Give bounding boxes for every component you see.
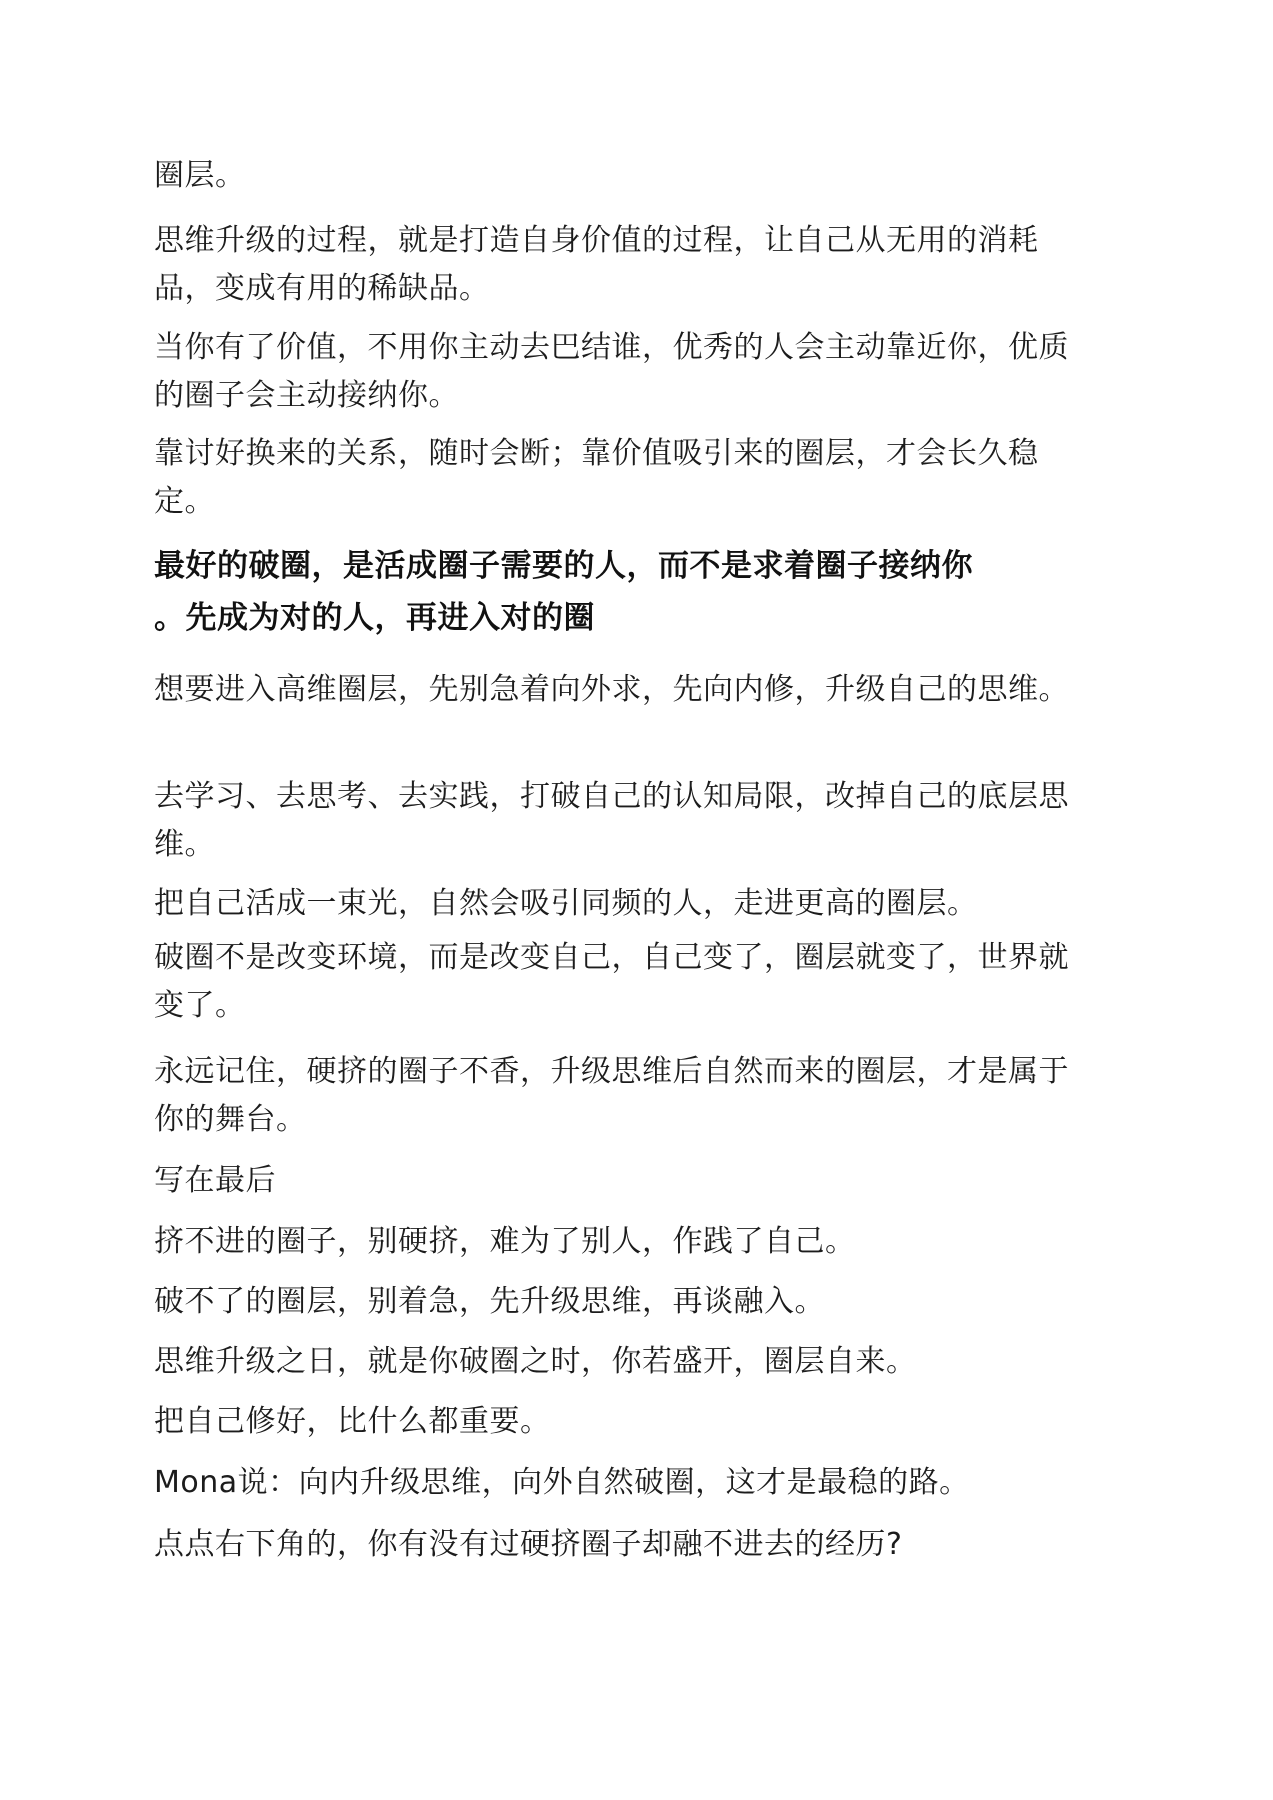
paragraph-8: 把自己活成一束光，自然会吸引同频的人，走进更高的圈层。: [154, 886, 978, 921]
paragraph-13: 破不了的圈层，别着急，先升级思维，再谈融入。: [154, 1284, 825, 1319]
paragraph-14: 思维升级之日，就是你破圈之时，你若盛开，圈层自来。: [154, 1344, 917, 1379]
bold-heading: 最好的破圈，是活成圈子需要的人，而不是求着圈子接纳你 。先成为对的人，再进入对的圈: [154, 548, 973, 636]
paragraph-10: 永远记住，硬挤的圈子不香，升级思维后自然而来的圈层，才是属于你的舞台。: [154, 1054, 1069, 1137]
paragraph-6: 想要进入高维圈层，先别急着向外求，先向内修，升级自己的思维。: [154, 672, 1069, 707]
paragraph-12: 挤不进的圈子，别硬挤，难为了别人，作践了自己。: [154, 1224, 856, 1259]
paragraph-9: 破圈不是改变环境，而是改变自己，自己变了，圈层就变了，世界就变了。: [154, 940, 1069, 1023]
paragraph-3: 当你有了价值，不用你主动去巴结谁，优秀的人会主动靠近你，优质的圈子会主动接纳你。: [154, 330, 1069, 413]
paragraph-2: 思维升级的过程，就是打造自身价值的过程，让自己从无用的消耗品，变成有用的稀缺品。: [154, 223, 1039, 306]
paragraph-17: 点点右下角的，你有没有过硬挤圈子却融不进去的经历?: [154, 1527, 903, 1562]
paragraph-1: 圈层。: [154, 158, 246, 193]
paragraph-7: 去学习、去思考、去实践，打破自己的认知局限，改掉自己的底层思维。: [154, 779, 1069, 862]
paragraph-15: 把自己修好，比什么都重要。: [154, 1404, 551, 1439]
section-title-closing: 写在最后: [154, 1163, 276, 1198]
paragraph-4: 靠讨好换来的关系，随时会断；靠价值吸引来的圈层，才会长久稳定。: [154, 436, 1039, 519]
paragraph-16: Mona说：向内升级思维，向外自然破圈，这才是最稳的路。: [154, 1465, 970, 1500]
